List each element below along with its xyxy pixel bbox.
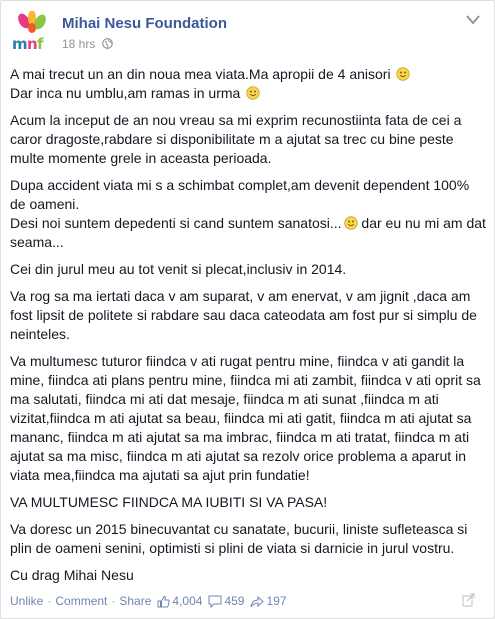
globe-icon (102, 38, 113, 49)
comments-stat[interactable] (208, 594, 244, 608)
smiley-icon (396, 67, 410, 81)
share-icon (250, 595, 264, 608)
page-name-link[interactable]: Mihai Nesu Foundation (62, 15, 227, 32)
paragraph-4: Cei din jurul meu au tot venit si plecat,inclusiv in 2014. (10, 261, 347, 277)
svg-text:m: m (12, 35, 28, 53)
paragraph-2: Acum la inceput de an nou vreau sa mi exprim recunostiinta fata de cei a caror dragoste,rabdare si disponibilitate m a ajutat sa trec cu bine peste multe momente grele in aceasta perioada. (10, 112, 462, 166)
timestamp[interactable]: 18 hrs (62, 37, 96, 51)
separator: · (111, 594, 116, 608)
shares-stat[interactable] (250, 594, 286, 608)
paragraph-3: Dupa accident viata mi s a schimbat complet,am devenit dependent 100% de oameni. Desi noi suntem depedenti si cand suntem sanatosi... dar eu nu mi am dat seama... (10, 177, 486, 250)
post-header (10, 9, 490, 55)
paragraph-1: A mai trecut un an din noua mea viata.Ma apropii de 4 anisori Dar inca nu umblu,am ramas in urma (10, 65, 488, 103)
likes-stat[interactable] (157, 594, 202, 608)
unlike-link[interactable]: Unlike (10, 594, 44, 608)
svg-text:n: n (27, 35, 38, 53)
paragraph-7: VA MULTUMESC FIINDCA MA IUBITI SI VA PASA! (10, 494, 328, 510)
shares-count: 197 (266, 594, 287, 608)
post-footer (10, 591, 488, 611)
paragraph-9: Cu drag Mihai Nesu (10, 567, 134, 583)
paragraph-8: Va doresc un 2015 binecuvantat cu sanatate, bucurii, liniste sufleteasca si plin de oameni senini, optimisti si plini de viata si darnicie in jurul vostru. (10, 521, 468, 556)
share-link[interactable]: Share (119, 594, 152, 608)
smiley-icon (246, 86, 260, 100)
comment-icon (208, 595, 222, 608)
paragraph-5: Va rog sa ma iertati daca v am suparat, v am enervat, v am jignit ,daca am fost lipsit de politete si rabdare sau daca cateodata am fost pur si simplu de neinteles. (10, 288, 477, 342)
paragraph-6: Va multumesc tuturor fiindca v ati rugat pentru mine, fiindca v ati gandit la mine, fiindca ati plans pentru mine, fiindca mi ati zambit, fiindca v ati oprit sa ma salutati, fiindca mi ati dat mesaje, fiindca m ati sunat ,fiindca m ati vizitat,fiindca m ati ajutat sa beau, fiindca mi ati gatit, fiindca m ati ajutat sa mananc, fiindca m ati ajutat sa ma imbrac, fiindca m ati tratat, fiindca m ati ajutat sa ma misc, fiindca m ati ajutat sa rezolv orice problema a aparut in viata mea,fiindca ma ajutati sa ajut prin fundatie! (10, 353, 481, 483)
logo-icon[interactable] (10, 11, 52, 55)
smiley-icon (344, 216, 358, 230)
separator: · (47, 594, 52, 608)
likes-count: 4,004 (172, 594, 203, 608)
like-icon (157, 595, 170, 608)
comments-count: 459 (224, 594, 245, 608)
comment-link[interactable]: Comment (55, 594, 108, 608)
svg-text:f: f (37, 35, 44, 53)
menu-caret-icon[interactable] (466, 15, 480, 25)
share-page-icon[interactable] (462, 593, 476, 607)
post-meta (62, 37, 113, 51)
post-body (10, 65, 488, 593)
